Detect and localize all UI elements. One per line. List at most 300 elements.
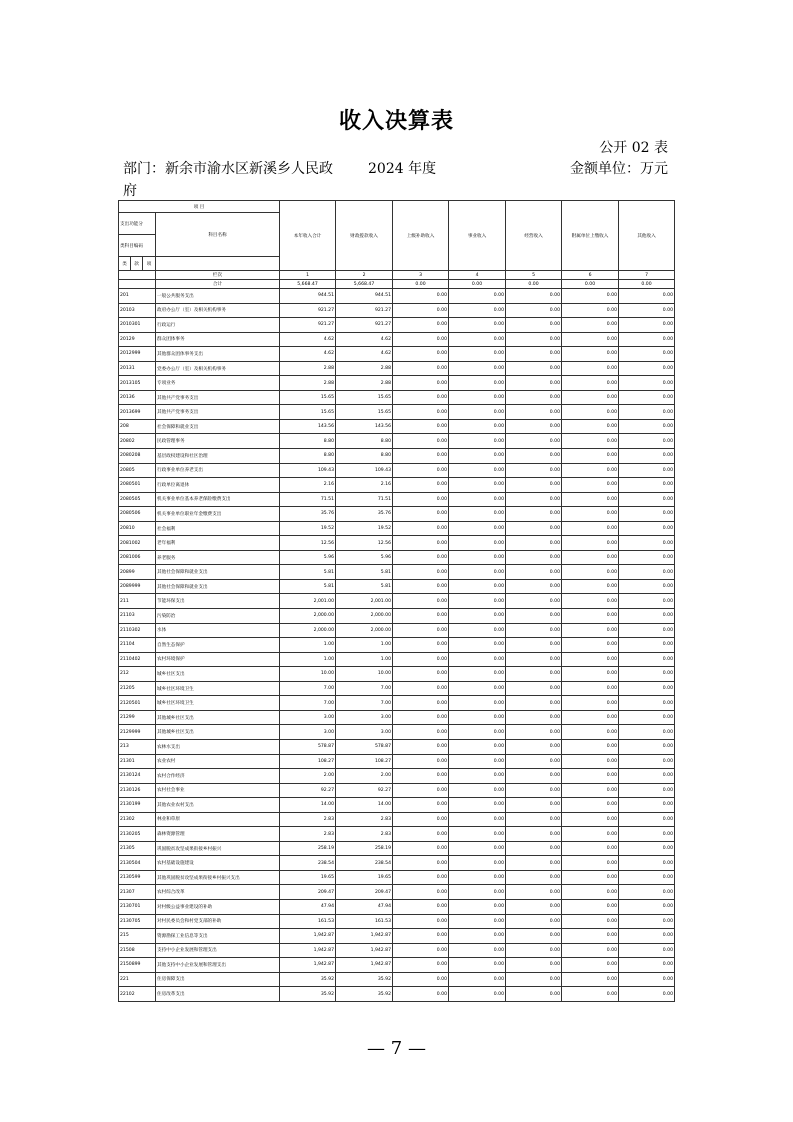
row-value: 0.00 [393,914,449,929]
row-value: 0.00 [506,972,562,987]
row-value: 0.00 [393,899,449,914]
row-value: 2,001.00 [336,594,393,609]
row-value: 0.00 [506,739,562,754]
row-code: 20129 [119,332,156,347]
row-value: 0.00 [619,710,675,725]
row-value: 0.00 [393,361,449,376]
row-value: 921.27 [280,318,336,333]
row-value: 0.00 [619,987,675,1002]
row-value: 0.00 [619,507,675,522]
header-xiang: 项 [143,257,156,271]
row-value: 0.00 [506,449,562,464]
row-value: 2.83 [336,812,393,827]
row-value: 0.00 [449,696,506,711]
row-value: 0.00 [393,958,449,973]
income-table [118,200,675,1002]
row-value: 0.00 [449,419,506,434]
row-value: 0.00 [562,885,619,900]
row-value: 0.00 [619,870,675,885]
row-value: 0.00 [562,405,619,420]
row-value: 0.00 [393,856,449,871]
row-value: 0.00 [506,390,562,405]
row-value: 2.83 [280,812,336,827]
row-code: 21299 [119,710,156,725]
row-value: 0.00 [562,929,619,944]
row-value: 0.00 [449,899,506,914]
row-value: 0.00 [449,550,506,565]
row-value: 0.00 [506,318,562,333]
row-value: 0.00 [449,739,506,754]
row-value: 7.00 [336,681,393,696]
row-code: 2013105 [119,376,156,391]
table-row [119,696,675,711]
row-value: 2.00 [336,769,393,784]
row-name: 党委办公厅（室）及相关机构事务 [156,361,280,376]
row-name: 对村民委员会和村党支部的补助 [156,914,280,929]
row-value: 0.00 [449,958,506,973]
row-value: 0.00 [619,652,675,667]
row-value: 0.00 [619,434,675,449]
row-code: 208 [119,419,156,434]
row-code: 2130199 [119,798,156,813]
row-code: 2110402 [119,652,156,667]
row-value: 578.87 [280,739,336,754]
row-value: 0.00 [562,856,619,871]
header-row-label: 栏次 [156,271,280,280]
row-value: 238.54 [336,856,393,871]
row-value: 0.00 [506,899,562,914]
row-value: 0.00 [619,303,675,318]
row-value: 8.80 [280,434,336,449]
row-name: 农林水支出 [156,739,280,754]
row-value: 12.56 [336,536,393,551]
row-name: 城乡社区环境卫生 [156,696,280,711]
row-value: 0.00 [506,798,562,813]
row-code: 212 [119,667,156,682]
row-value: 0.00 [393,667,449,682]
row-code: 20131 [119,361,156,376]
row-value: 0.00 [506,841,562,856]
row-name: 自然生态保护 [156,638,280,653]
header-col-4: 事业收入 [449,201,506,271]
row-value: 0.00 [449,405,506,420]
row-value: 0.00 [506,332,562,347]
row-value: 1,942.87 [280,929,336,944]
table-row [119,943,675,958]
row-value: 0.00 [449,463,506,478]
row-value: 0.00 [619,376,675,391]
row-value: 0.00 [393,798,449,813]
row-value: 0.00 [393,318,449,333]
row-value: 0.00 [393,390,449,405]
row-value: 0.00 [506,347,562,362]
row-value: 0.00 [506,594,562,609]
row-value: 0.00 [619,318,675,333]
row-name: 森林资源管理 [156,827,280,842]
row-name: 专项业务 [156,376,280,391]
row-code: 211 [119,594,156,609]
col-num-2: 2 [336,271,393,280]
row-value: 0.00 [449,594,506,609]
row-value: 0.00 [393,681,449,696]
row-code: 22102 [119,987,156,1002]
row-value: 0.00 [562,972,619,987]
table-row [119,390,675,405]
header-func-code-1: 支出功能分 [119,213,156,235]
row-value: 4.62 [280,347,336,362]
row-value: 92.27 [336,783,393,798]
header-col-5: 经营收入 [506,201,562,271]
row-value: 0.00 [393,550,449,565]
row-value: 0.00 [506,463,562,478]
row-value: 12.56 [280,536,336,551]
col-num-4: 4 [449,271,506,280]
row-value: 161.53 [336,914,393,929]
row-value: 0.00 [449,725,506,740]
row-value: 2.83 [280,827,336,842]
row-value: 7.00 [336,696,393,711]
row-name: 社会保障和就业支出 [156,419,280,434]
row-value: 0.00 [562,434,619,449]
row-value: 8.80 [336,434,393,449]
col-num-6: 6 [562,271,619,280]
row-value: 0.00 [449,361,506,376]
row-value: 0.00 [506,681,562,696]
row-value: 5.81 [336,579,393,594]
row-value: 0.00 [562,769,619,784]
row-value: 0.00 [393,609,449,624]
row-name: 民政管理事务 [156,434,280,449]
row-value: 0.00 [619,521,675,536]
row-value: 0.00 [619,594,675,609]
row-value: 0.00 [562,289,619,304]
row-value: 2,000.00 [336,609,393,624]
row-value: 0.00 [449,347,506,362]
row-value: 0.00 [562,914,619,929]
row-name: 其他共产党事务支出 [156,405,280,420]
row-name: 其他支持中小企业发展和管理支出 [156,958,280,973]
row-value: 108.27 [280,754,336,769]
row-code: 2089999 [119,579,156,594]
row-value: 0.00 [449,652,506,667]
row-value: 0.00 [619,492,675,507]
header-subject-name: 科目名称 [156,213,280,257]
row-value: 921.27 [336,318,393,333]
form-number: 公开 02 表 [599,140,668,156]
header-func-code-2: 类科目编码 [119,235,156,257]
row-value: 35.76 [336,507,393,522]
row-value: 0.00 [506,565,562,580]
row-value: 0.00 [619,478,675,493]
row-value: 0.00 [619,579,675,594]
row-name: 农村综合改革 [156,885,280,900]
row-code: 221 [119,972,156,987]
row-value: 47.94 [280,899,336,914]
row-value: 0.00 [393,841,449,856]
col-num-5: 5 [506,271,562,280]
row-value: 0.00 [562,347,619,362]
row-value: 0.00 [619,623,675,638]
row-name: 群众团体事务 [156,332,280,347]
row-value: 0.00 [449,507,506,522]
row-value: 0.00 [562,536,619,551]
row-value: 0.00 [393,696,449,711]
row-value: 0.00 [562,318,619,333]
row-value: 0.00 [562,958,619,973]
row-code: 2129999 [119,725,156,740]
row-value: 209.47 [280,885,336,900]
row-value: 5.81 [280,565,336,580]
row-value: 2.88 [336,376,393,391]
row-value: 0.00 [393,652,449,667]
row-value: 0.00 [619,550,675,565]
page-number: — 7 — [367,1038,426,1059]
row-value: 0.00 [449,885,506,900]
row-value: 5.81 [280,579,336,594]
row-value: 1,942.87 [336,929,393,944]
row-value: 209.47 [336,885,393,900]
row-value: 0.00 [449,870,506,885]
table-row [119,870,675,885]
row-value: 0.00 [562,565,619,580]
row-value: 108.27 [336,754,393,769]
row-value: 0.00 [449,783,506,798]
header-col-1: 本年收入合计 [280,201,336,271]
row-value: 2.16 [280,478,336,493]
row-code: 2081006 [119,550,156,565]
row-code: 20103 [119,303,156,318]
header-col-2: 财政拨款收入 [336,201,393,271]
row-value: 1,942.87 [280,943,336,958]
row-code: 2013699 [119,405,156,420]
row-value: 0.00 [449,943,506,958]
row-value: 0.00 [619,725,675,740]
table-row [119,681,675,696]
row-value: 0.00 [619,812,675,827]
row-value: 5.96 [280,550,336,565]
row-value: 0.00 [449,521,506,536]
row-value: 0.00 [393,419,449,434]
row-code: 2080208 [119,449,156,464]
row-value: 2.83 [336,827,393,842]
row-name: 政府办公厅（室）及相关机构事务 [156,303,280,318]
row-name: 行政单位离退休 [156,478,280,493]
department-label: 部门：新余市渝水区新溪乡人民政府 [123,161,333,199]
row-name: 资源勘探工业信息等支出 [156,929,280,944]
row-name: 农村环境保护 [156,652,280,667]
row-code: 2130599 [119,870,156,885]
row-value: 0.00 [449,609,506,624]
row-name: 社会福利 [156,521,280,536]
total-value: 0.00 [449,280,506,289]
row-code: 2130205 [119,827,156,842]
row-value: 0.00 [393,638,449,653]
row-value: 0.00 [506,710,562,725]
row-name: 其他群众团体事务支出 [156,347,280,362]
row-value: 0.00 [619,972,675,987]
table-row [119,289,675,304]
row-code: 20805 [119,463,156,478]
row-value: 0.00 [393,405,449,420]
row-value: 0.00 [562,463,619,478]
row-value: 0.00 [449,390,506,405]
row-name: 其他社会保障和就业支出 [156,565,280,580]
row-value: 143.56 [280,419,336,434]
row-value: 0.00 [562,870,619,885]
row-code: 21103 [119,609,156,624]
row-code: 2080505 [119,492,156,507]
row-value: 0.00 [393,943,449,958]
col-num-3: 3 [393,271,449,280]
row-value: 0.00 [393,434,449,449]
row-value: 0.00 [393,623,449,638]
row-name: 支持中小企业发展和管理支出 [156,943,280,958]
row-name: 巩固脱贫攻坚成果衔接乡村振兴 [156,841,280,856]
row-value: 0.00 [393,289,449,304]
row-value: 258.19 [336,841,393,856]
row-value: 0.00 [393,303,449,318]
row-value: 0.00 [619,347,675,362]
row-value: 0.00 [562,812,619,827]
row-value: 0.00 [619,914,675,929]
row-code: 21301 [119,754,156,769]
row-value: 0.00 [393,870,449,885]
row-value: 0.00 [393,347,449,362]
row-value: 35.76 [280,507,336,522]
row-value: 143.56 [336,419,393,434]
row-value: 19.52 [280,521,336,536]
row-value: 0.00 [506,623,562,638]
row-value: 0.00 [562,579,619,594]
row-value: 0.00 [562,478,619,493]
row-value: 10.00 [280,667,336,682]
row-name: 林业和草原 [156,812,280,827]
row-value: 8.80 [280,449,336,464]
row-value: 3.00 [280,710,336,725]
row-value: 0.00 [393,783,449,798]
table-row [119,303,675,318]
row-value: 1.00 [280,638,336,653]
row-value: 0.00 [562,725,619,740]
table-row [119,594,675,609]
row-value: 0.00 [506,376,562,391]
row-value: 0.00 [506,667,562,682]
row-value: 1,942.87 [280,958,336,973]
row-value: 0.00 [393,885,449,900]
row-value: 2.16 [336,478,393,493]
row-value: 35.92 [336,987,393,1002]
total-value: 0.00 [393,280,449,289]
row-name: 行政事业单位养老支出 [156,463,280,478]
row-value: 0.00 [506,769,562,784]
total-value: 0.00 [619,280,675,289]
table-row [119,798,675,813]
table-row [119,434,675,449]
row-value: 258.19 [280,841,336,856]
row-value: 0.00 [449,318,506,333]
row-value: 944.51 [280,289,336,304]
row-value: 0.00 [393,332,449,347]
row-code: 2130705 [119,914,156,929]
row-value: 35.92 [280,987,336,1002]
total-value: 5,668.47 [280,280,336,289]
row-value: 0.00 [619,783,675,798]
row-code: 2081002 [119,536,156,551]
row-value: 0.00 [449,376,506,391]
table-row [119,318,675,333]
row-value: 0.00 [449,914,506,929]
row-name: 养老服务 [156,550,280,565]
row-value: 0.00 [562,943,619,958]
row-value: 0.00 [506,856,562,871]
table-row [119,419,675,434]
row-value: 0.00 [449,579,506,594]
row-code: 20810 [119,521,156,536]
row-value: 0.00 [393,972,449,987]
row-value: 0.00 [393,929,449,944]
row-value: 0.00 [619,899,675,914]
row-value: 238.54 [280,856,336,871]
row-value: 19.52 [336,521,393,536]
row-value: 0.00 [619,361,675,376]
row-value: 0.00 [562,710,619,725]
table-row [119,987,675,1002]
table-row [119,507,675,522]
row-name: 农业农村 [156,754,280,769]
row-value: 2,000.00 [336,623,393,638]
row-value: 0.00 [562,419,619,434]
row-value: 0.00 [562,798,619,813]
row-value: 0.00 [393,536,449,551]
row-value: 0.00 [393,987,449,1002]
table-row [119,376,675,391]
row-value: 0.00 [506,609,562,624]
row-value: 0.00 [449,987,506,1002]
table-row [119,710,675,725]
row-value: 0.00 [506,478,562,493]
row-value: 4.62 [336,332,393,347]
row-name: 住房改革支出 [156,987,280,1002]
table-row [119,609,675,624]
row-value: 0.00 [449,769,506,784]
row-value: 0.00 [562,303,619,318]
row-value: 0.00 [449,710,506,725]
row-value: 161.53 [280,914,336,929]
total-value: 0.00 [562,280,619,289]
row-value: 0.00 [506,550,562,565]
row-value: 2,000.00 [280,623,336,638]
row-value: 0.00 [393,827,449,842]
row-value: 0.00 [506,419,562,434]
table-row [119,841,675,856]
header-item: 项 目 [119,201,280,213]
row-value: 0.00 [449,754,506,769]
row-value: 2.88 [280,361,336,376]
row-value: 109.43 [280,463,336,478]
row-value: 0.00 [562,361,619,376]
row-code: 201 [119,289,156,304]
row-value: 2,001.00 [280,594,336,609]
row-code: 2130126 [119,783,156,798]
row-value: 0.00 [449,972,506,987]
table-row [119,958,675,973]
row-value: 7.00 [280,681,336,696]
row-value: 0.00 [449,332,506,347]
row-name: 住房保障支出 [156,972,280,987]
row-code: 2150899 [119,958,156,973]
row-value: 0.00 [562,390,619,405]
table-row [119,754,675,769]
